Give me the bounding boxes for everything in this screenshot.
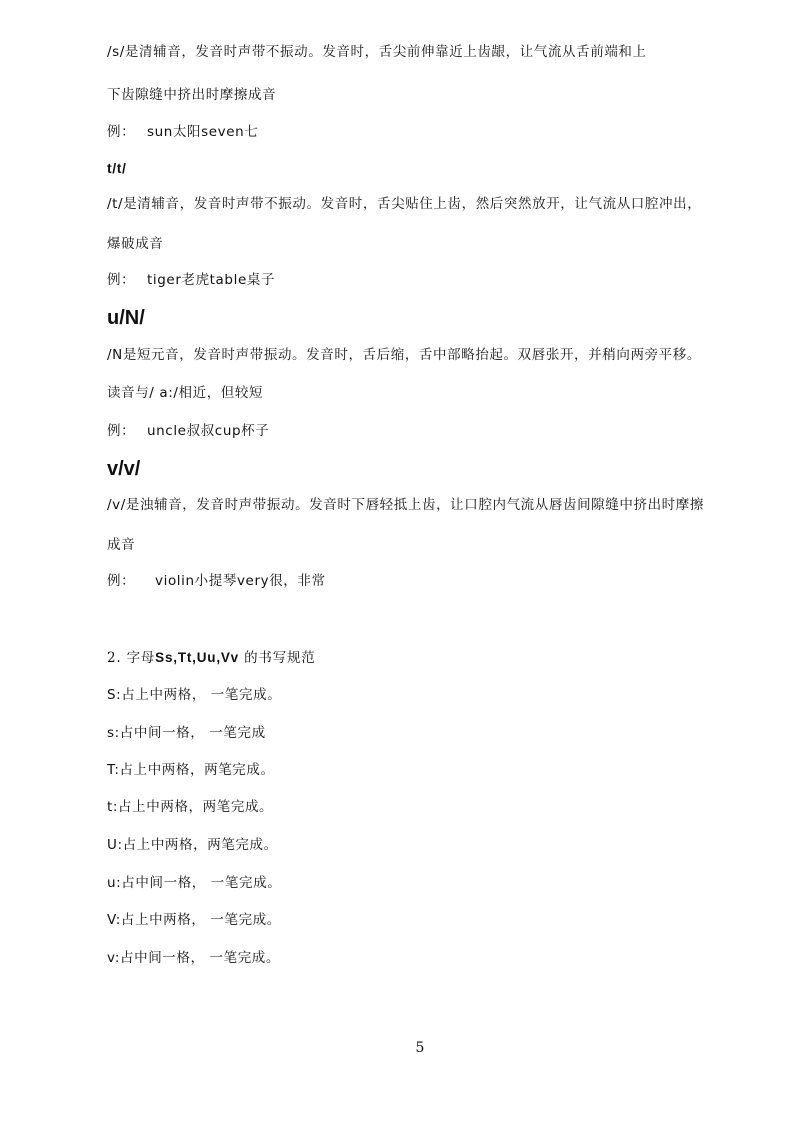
u-description-line-1: /N是短元音，发音时声带振动。发音时，舌后缩，舌中部略抬起。双唇张开，并稍向两旁平移。 bbox=[107, 347, 701, 363]
writing-rule: u:占中间一格， 一笔完成。 bbox=[107, 875, 282, 891]
page-number: 5 bbox=[415, 1040, 425, 1056]
title-letters: Ss,Tt,Uu,Vv bbox=[155, 650, 239, 665]
example-label: 例： bbox=[107, 573, 136, 589]
u-example bbox=[107, 423, 269, 439]
t-description-line-1: /t/是清辅音，发音时声带不振动。发音时，舌尖贴住上齿，然后突然放开，让气流从口腔冲出， bbox=[107, 196, 702, 212]
v-example bbox=[107, 573, 326, 589]
t-heading: t/t/ bbox=[107, 160, 127, 176]
writing-rule: v:占中间一格， 一笔完成。 bbox=[107, 950, 280, 966]
u-description-line-2: 读音与/ a:/相近，但较短 bbox=[107, 385, 264, 401]
v-description-line-1: /v/是浊辅音，发音时声带振动。发音时下唇轻抵上齿，让口腔内气流从唇齿间隙缝中挤出时摩擦 bbox=[107, 497, 704, 513]
writing-rule: T:占上中两格，两笔完成。 bbox=[107, 762, 275, 778]
t-example bbox=[107, 272, 275, 288]
writing-rule: U:占上中两格，两笔完成。 bbox=[107, 837, 278, 853]
v-description-line-2: 成音 bbox=[107, 537, 136, 553]
v-heading: v/v/ bbox=[107, 458, 141, 480]
writing-section-title bbox=[107, 650, 316, 666]
example-text: uncle叔叔cup杯子 bbox=[147, 423, 270, 439]
writing-rule: S:占上中两格， 一笔完成。 bbox=[107, 687, 282, 703]
example-text: violin小提琴very很，非常 bbox=[155, 573, 326, 589]
s-description-line-2: 下齿隙缝中挤出时摩擦成音 bbox=[107, 87, 277, 103]
writing-rule: t:占上中两格，两笔完成。 bbox=[107, 799, 274, 815]
title-prefix: 2. 字母 bbox=[107, 650, 156, 666]
title-suffix: 的书写规范 bbox=[239, 650, 316, 666]
example-label: 例： bbox=[107, 423, 136, 439]
example-label: 例： bbox=[107, 124, 136, 140]
example-label: 例： bbox=[107, 272, 136, 288]
writing-rule: V:占上中两格， 一笔完成。 bbox=[107, 912, 281, 928]
s-example bbox=[107, 124, 258, 140]
u-heading: u/N/ bbox=[107, 307, 145, 329]
s-description-line-1: /s/是清辅音，发音时声带不振动。发音时，舌尖前伸靠近上齿龈，让气流从舌前端和上 bbox=[107, 44, 647, 60]
example-text: tiger老虎table桌子 bbox=[147, 272, 276, 288]
t-description-line-2: 爆破成音 bbox=[107, 236, 164, 252]
writing-rule: s:占中间一格， 一笔完成 bbox=[107, 725, 266, 741]
example-text: sun太阳seven七 bbox=[147, 124, 259, 140]
